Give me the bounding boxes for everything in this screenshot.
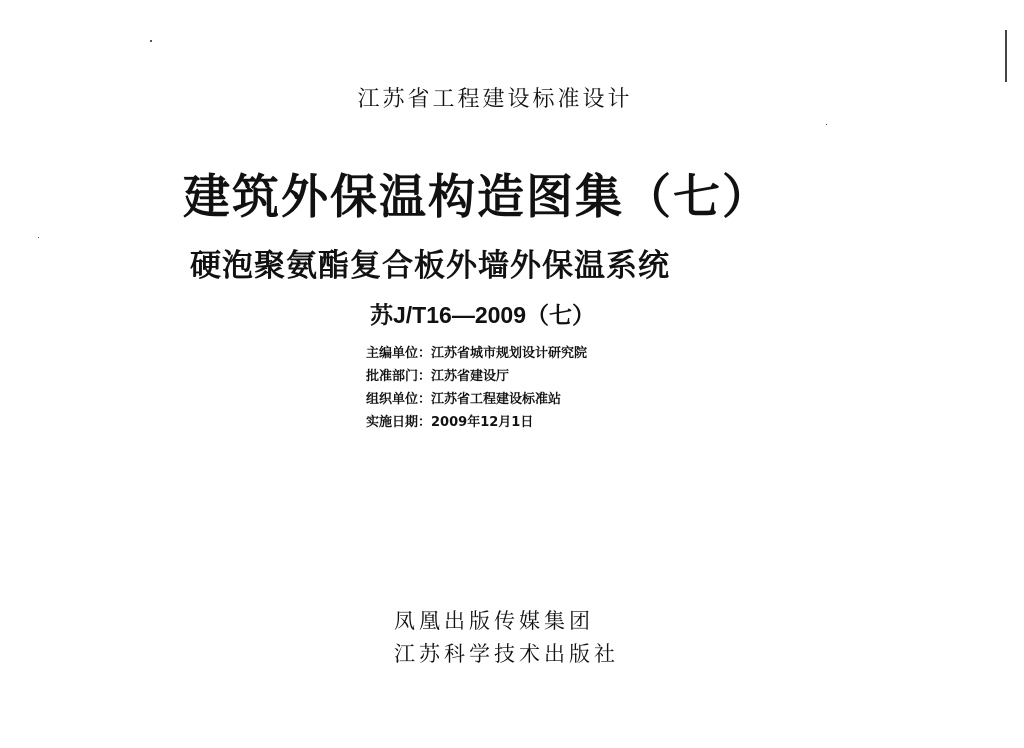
publisher-press: 江苏科学技术出版社 xyxy=(394,642,619,666)
series-heading: 江苏省工程建设标准设计 xyxy=(357,87,633,112)
publisher-group: 凤凰出版传媒集团 xyxy=(394,609,594,633)
info-value: 2009年12月1日 xyxy=(431,415,534,430)
info-value: 江苏省工程建设标准站 xyxy=(431,392,562,407)
info-block xyxy=(366,343,587,435)
info-label: 主编单位： xyxy=(366,346,432,361)
scan-edge-mark xyxy=(1005,30,1007,82)
info-value: 江苏省城市规划设计研究院 xyxy=(431,346,588,361)
publishers-block xyxy=(394,605,619,671)
standard-code: 苏J/T16—2009（七） xyxy=(370,302,595,328)
info-label: 实施日期： xyxy=(366,415,432,430)
scan-speck xyxy=(150,40,152,42)
info-row-organizer xyxy=(366,389,587,410)
info-label: 组织单位： xyxy=(366,392,432,407)
info-label: 批准部门： xyxy=(366,369,432,384)
scan-speck xyxy=(826,124,827,125)
scan-speck xyxy=(38,237,39,238)
info-value: 江苏省建设厅 xyxy=(431,369,510,384)
document-subtitle: 硬泡聚氨酯复合板外墙外保温系统 xyxy=(190,248,670,284)
info-row-editor xyxy=(366,343,587,364)
info-row-effective-date xyxy=(366,412,587,433)
info-row-approver xyxy=(366,366,587,387)
document-title: 建筑外保温构造图集（七） xyxy=(183,170,771,225)
